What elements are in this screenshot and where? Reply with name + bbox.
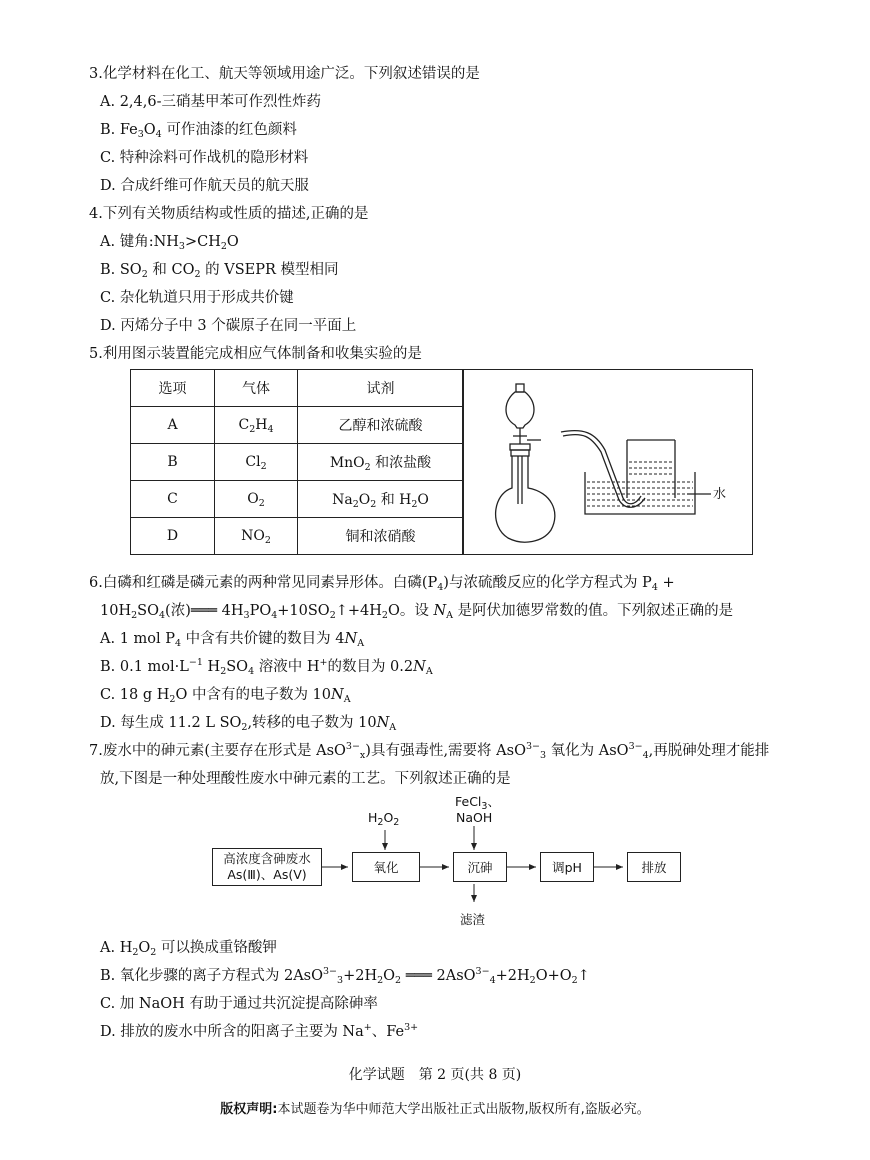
table-cell-option: D: [131, 518, 215, 555]
table-cell-gas: $Cl_2$: [215, 444, 298, 481]
table-row: [131, 481, 464, 518]
table-row: [131, 518, 464, 555]
q6-stem-line1: 6.白磷和红磷是磷元素的两种常见同素异形体。白磷$(P_4)$与浓硫酸反应的化学方程式为 $P_4$ +: [89, 575, 675, 593]
q6-stem-line2: $10H_2SO_4$(浓)═══ $4H_3PO_4+10SO_2↑+4H_2O$。设 $N_A$ 是阿伏加德罗常数的值。下列叙述正确的是: [100, 603, 734, 621]
q5-stem: 5.利用图示装置能完成相应气体制备和收集实验的是: [89, 346, 422, 362]
q7-option-c: C. 加 NaOH 有助于通过共沉淀提高除砷率: [100, 996, 378, 1012]
residue-label: 滤渣: [460, 912, 486, 927]
q7-option-b: B. 氧化步骤的离子方程式为 $2AsO^{3-}_3+2H_2O_2$ ═══ $2AsO^{3-}_4+2H_2O+O_2↑$: [100, 966, 590, 986]
q3-option-a: A. 2,4,6-三硝基甲苯可作烈性炸药: [100, 94, 321, 110]
table-row: [131, 444, 464, 481]
q4-option-d: D. 丙烯分子中 3 个碳原子在同一平面上: [100, 318, 357, 334]
table-header: 选项: [131, 370, 215, 407]
table-cell-reagent: $Na_2O_2$ 和 $H_2O$: [298, 481, 464, 518]
flow-box-wastewater: 高浓度含砷废水 As(Ⅲ)、As(Ⅴ): [212, 848, 322, 886]
water-label: 水: [713, 487, 727, 502]
q5-table: [130, 369, 464, 555]
q3-option-d: D. 合成纤维可作航天员的航天服: [100, 178, 309, 194]
q4-option-b: B. $SO_2$ 和 $CO_2$ 的 VSEPR 模型相同: [100, 262, 339, 280]
q6-option-c: C. 18 g $H_2O$ 中含有的电子数为 $10N_A$: [100, 687, 351, 705]
q3-option-b: B. $Fe_3O_4$ 可作油漆的红色颜料: [100, 122, 297, 140]
apparatus-drawing: [463, 370, 752, 554]
water-trough: [585, 472, 695, 514]
q4-option-a: A. 键角$:NH_3>CH_2O$: [100, 234, 239, 252]
table-header: 气体: [215, 370, 298, 407]
table-cell-option: C: [131, 481, 215, 518]
fecl3-label: FeCl$_3$、: [455, 794, 500, 812]
q7-option-a: A. $H_2O_2$ 可以换成重铬酸钾: [100, 940, 277, 958]
table-cell-gas: $C_2H_4$: [215, 407, 298, 444]
table-cell-option: B: [131, 444, 215, 481]
separatory-funnel: [506, 392, 534, 428]
flow-box-oxidation: 氧化: [352, 852, 420, 882]
delivery-tube: [561, 431, 641, 504]
table-cell-gas: $NO_2$: [215, 518, 298, 555]
round-bottom-flask: [496, 456, 555, 542]
q4-option-c: C. 杂化轨道只用于形成共价键: [100, 290, 294, 306]
table-cell-option: A: [131, 407, 215, 444]
flow-box-adjust-ph: 调pH: [540, 852, 594, 882]
table-cell-reagent: 乙醇和浓硫酸: [298, 407, 464, 444]
table-cell-gas: $O_2$: [215, 481, 298, 518]
flow-box-discharge: 排放: [627, 852, 681, 882]
table-row: [131, 407, 464, 444]
collection-jar: [627, 440, 675, 498]
table-header-row: [131, 370, 464, 407]
q6-option-b: B. 0.1 $mol\cdot L^{-1}$ $H_2SO_4$ 溶液中 H+的数目为 $0.2N_A$: [100, 657, 433, 677]
q3-option-c: C. 特种涂料可作战机的隐形材料: [100, 150, 309, 166]
table-header: 试剂: [298, 370, 464, 407]
h2o2-label: $H_2O_2$: [368, 810, 400, 828]
q6-option-d: D. 每生成 11.2 L $SO_2$,转移的电子数为 $10N_A$: [100, 715, 397, 733]
table-cell-reagent: MnO$_2$ 和浓盐酸: [298, 444, 464, 481]
q7-stem-line2: 放,下图是一种处理酸性废水中砷元素的工艺。下列叙述正确的是: [100, 771, 511, 787]
table-cell-reagent: 铜和浓硝酸: [298, 518, 464, 555]
copyright-notice: 版权声明:本试题卷为华中师范大学出版社正式出版物,版权所有,盗版必究。: [220, 1102, 650, 1117]
flow-box-precipitation: 沉砷: [453, 852, 507, 882]
q6-option-a: A. 1 mol $P_4$ 中含有共价键的数目为 $4N_A$: [100, 631, 365, 649]
q4-stem: 4.下列有关物质结构或性质的描述,正确的是: [89, 206, 369, 222]
q7-stem-line1: 7.废水中的砷元素(主要存在形式是 AsO$^{3-}_x$)具有强毒性,需要将 AsO$^{3-}_3$ 氧化为 AsO$^{3-}_4$,再脱砷处理才能排: [89, 741, 770, 761]
q7-option-d: D. 排放的废水中所含的阳离子主要为 Na+、$Fe^{3+}$: [100, 1022, 419, 1040]
naoh-label: NaOH: [456, 810, 493, 825]
apparatus-figure: [462, 369, 753, 555]
process-flowchart: [200, 790, 700, 935]
q3-stem: 3.化学材料在化工、航天等领域用途广泛。下列叙述错误的是: [89, 66, 480, 82]
page-number-footer: 化学试题 第 2 页(共 8 页): [348, 1067, 522, 1083]
